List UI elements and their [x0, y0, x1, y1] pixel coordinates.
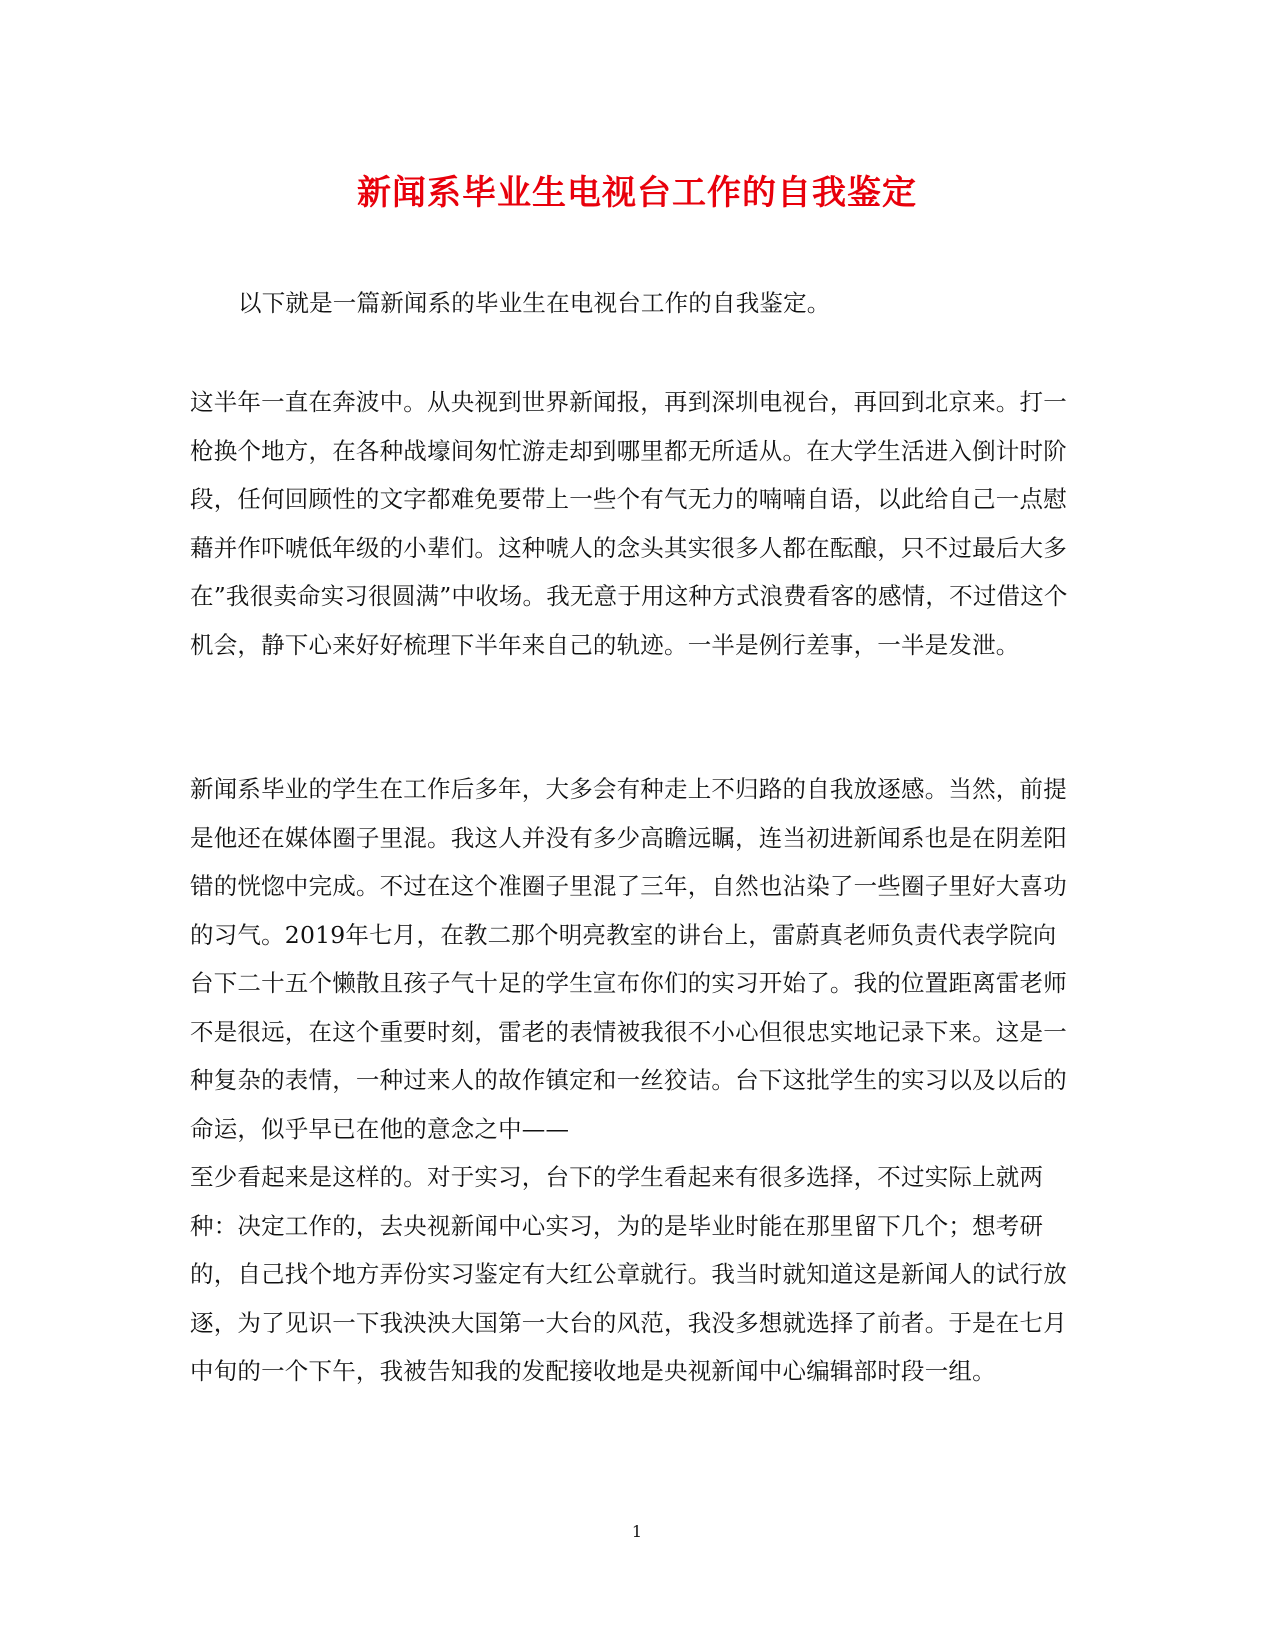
- document-title: 新闻系毕业生电视台工作的自我鉴定: [357, 173, 917, 213]
- body-paragraph-1: 这半年一直在奔波中。从央视到世界新闻报，再到深圳电视台，再回到北京来。打一枪换个地方，在各种战壕间匆忙游走却到哪里都无所适从。在大学生活进入倒计时阶段，任何回顾性的文字都难免要带上一些个有气无力的喃喃自语，以此给自己一点慰藉并作吓唬低年级的小辈们。这种唬人的念头其实很多人都在酝酿，只不过最后大多在”我很卖命实习很圆满”中收场。我无意于用这种方式浪费看客的感情，不过借这个机会，静下心来好好梳理下半年来自己的轨迹。一半是例行差事，一半是发泄。: [190, 388, 1068, 659]
- body-paragraph-2: 新闻系毕业的学生在工作后多年，大多会有种走上不归路的自我放逐感。当然，前提是他还在媒体圈子里混。我这人并没有多少高瞻远瞩，连当初进新闻系也是在阴差阳错的恍惚中完成。不过在这个准圈子里混了三年，自然也沾染了一些圈子里好大喜功的习气。2019年七月，在教二那个明亮教室的讲台上，雷蔚真老师负责代表学院向台下二十五个懒散且孩子气十足的学生宣布你们的实习开始了。我的位置距离雷老师不是很远，在这个重要时刻，雷老的表情被我很不小心但很忠实地记录下来。这是一种复杂的表情，一种过来人的故作镇定和一丝狡诘。台下这批学生的实习以及以后的命运，似乎早已在他的意念之中—— 至少看起来是这样的。对于实习，台下的学生看起来有很多选择，不过实际上就两种：决定工作的，去央视新闻中心实习，为的是毕业时能在那里留下几个；想考研的，自己找个地方弄份实习鉴定有大红公章就行。我当时就知道这是新闻人的试行放逐，为了见识一下我泱泱大国第一大台的风范，我没多想就选择了前者。于是在七月中旬的一个下午，我被告知我的发配接收地是央视新闻中心编辑部时段一组。: [190, 775, 1067, 1385]
- intro-paragraph: 以下就是一篇新闻系的毕业生在电视台工作的自我鉴定。: [238, 289, 831, 317]
- page-number: 1: [631, 1522, 643, 1541]
